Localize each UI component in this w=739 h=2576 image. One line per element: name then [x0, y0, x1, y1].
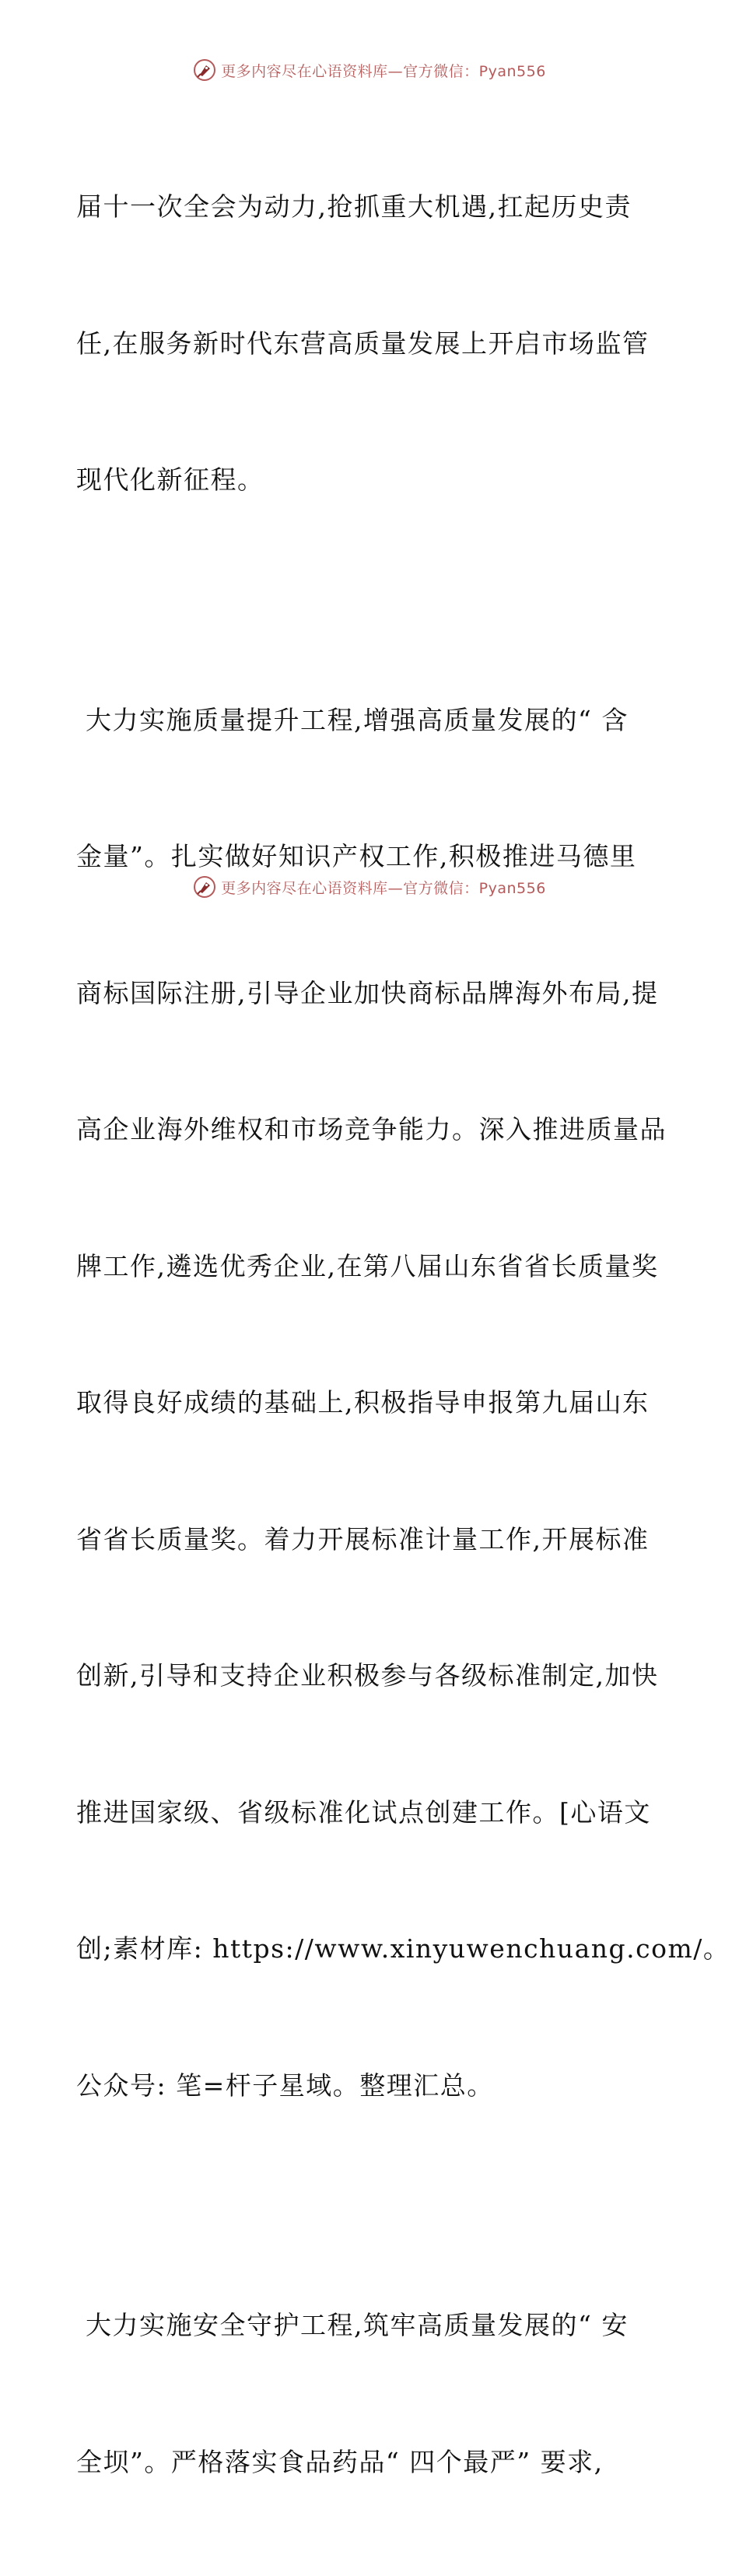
paragraph — [76, 93, 667, 594]
text-line: 大力实施质量提升工程,增强高质量发展的“ 含 — [76, 704, 629, 735]
text-line: 创;素材库: https://www.xinyuwenchuang.com/。 — [76, 1933, 730, 1964]
text-line: 大力实施安全守护工程,筑牢高质量发展的“ 安 — [76, 2310, 629, 2340]
text-line: 商标国际注册,引导企业加快商标品牌海外布局,提 — [76, 977, 659, 1008]
text-line: 现代化新征程。 — [76, 464, 264, 495]
footer-banner — [0, 871, 739, 902]
banner-text: 更多内容尽在心语资料库—官方微信：Pyan556 — [221, 62, 546, 80]
document-body — [76, 93, 730, 2576]
text-line: 创新,引导和支持企业积极参与各级标准制定,加快 — [76, 1660, 659, 1691]
pen-nib-logo-icon — [193, 875, 216, 899]
text-line: 金量”。扎实做好知识产权工作,积极推进马德里 — [76, 841, 637, 871]
pen-nib-logo-icon — [193, 58, 216, 82]
text-line: 公众号: 笔=杆子星域。整理汇总。 — [76, 2070, 494, 2101]
text-line: 全坝”。严格落实食品药品“ 四个最严” 要求, — [76, 2446, 604, 2477]
header-banner — [0, 54, 739, 86]
text-line: 牌工作,遴选优秀企业,在第八届山东省省长质量奖 — [76, 1250, 659, 1281]
paragraph — [76, 2212, 667, 2576]
banner-text: 更多内容尽在心语资料库—官方微信：Pyan556 — [221, 879, 546, 897]
text-line: 省省长质量奖。着力开展标准计量工作,开展标准 — [76, 1523, 650, 1554]
text-line: 取得良好成绩的基础上,积极指导申报第九届山东 — [76, 1387, 650, 1418]
paragraph — [76, 607, 730, 2200]
text-line: 届十一次全会为动力,抢抓重大机遇,扛起历史责 — [76, 191, 632, 222]
text-line: 高企业海外维权和市场竞争能力。深入推进质量品 — [76, 1114, 667, 1144]
text-line: 推进国家级、省级标准化试点创建工作。[心语文 — [76, 1796, 651, 1828]
text-line: 任,在服务新时代东营高质量发展上开启市场监管 — [76, 328, 650, 359]
